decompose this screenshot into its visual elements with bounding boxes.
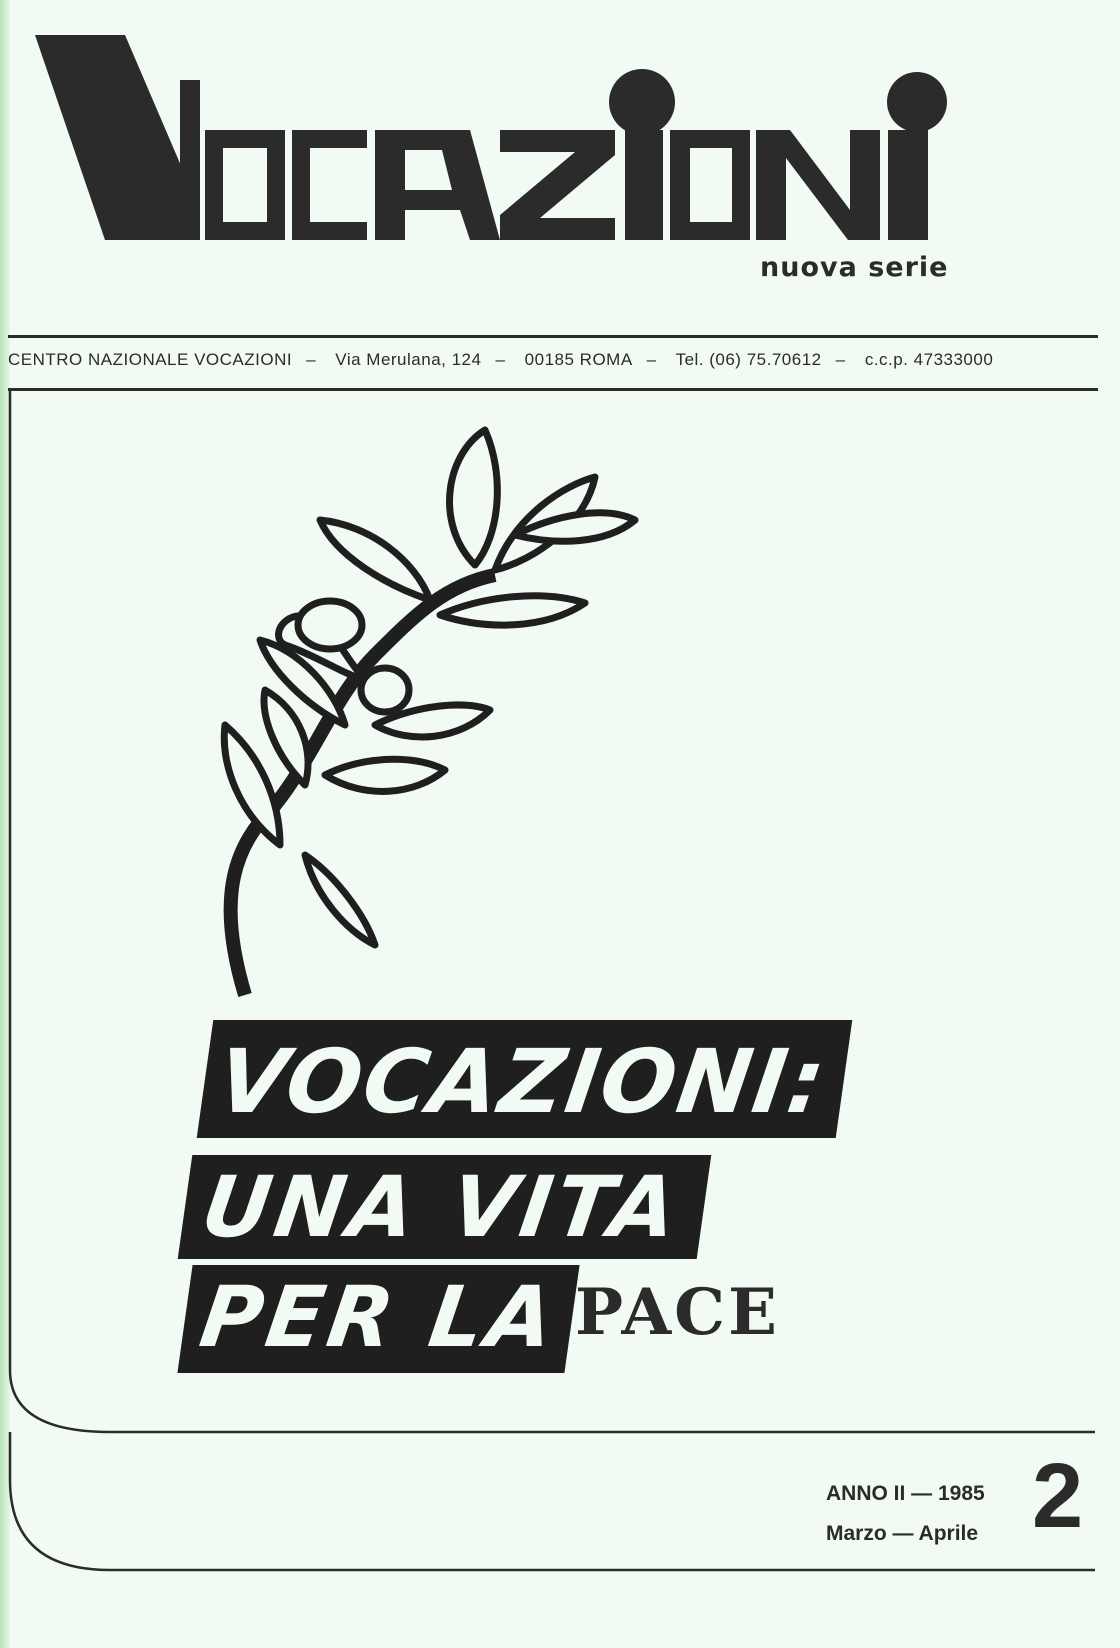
publisher-postal: 00185 ROMA	[524, 350, 633, 369]
cover-slogan	[185, 1020, 905, 1390]
masthead-logotype	[30, 30, 1010, 290]
slogan-word-pace: PACE	[575, 1275, 780, 1350]
issue-details	[826, 1474, 985, 1554]
issue-year: ANNO II — 1985	[826, 1482, 985, 1505]
top-rule	[8, 335, 1098, 338]
issue-months: Marzo — Aprile	[826, 1522, 979, 1545]
publisher-address: CENTRO NAZIONALE VOCAZIONI – Via Merulana, 124 – 00185 ROMA – Tel. (06) 75.70612 – c.c.p. 47333000	[8, 350, 994, 369]
masthead-subtitle: nuova serie	[760, 252, 949, 283]
issue-number: 2	[1032, 1445, 1084, 1547]
publisher-name: CENTRO NAZIONALE VOCAZIONI	[8, 350, 293, 369]
slogan-line-2: UNA VITA	[178, 1155, 711, 1259]
publisher-phone: Tel. (06) 75.70612	[675, 350, 822, 369]
slogan-line-3: PER LA	[177, 1265, 580, 1373]
publisher-street: Via Merulana, 124	[335, 350, 482, 369]
publisher-ccp: c.c.p. 47333000	[864, 350, 994, 369]
slogan-line-1: VOCAZIONI:	[197, 1020, 853, 1138]
olive-branch-illustration	[205, 425, 665, 1005]
olive-branch-icon	[205, 425, 665, 1005]
masthead-logo	[30, 30, 1010, 290]
